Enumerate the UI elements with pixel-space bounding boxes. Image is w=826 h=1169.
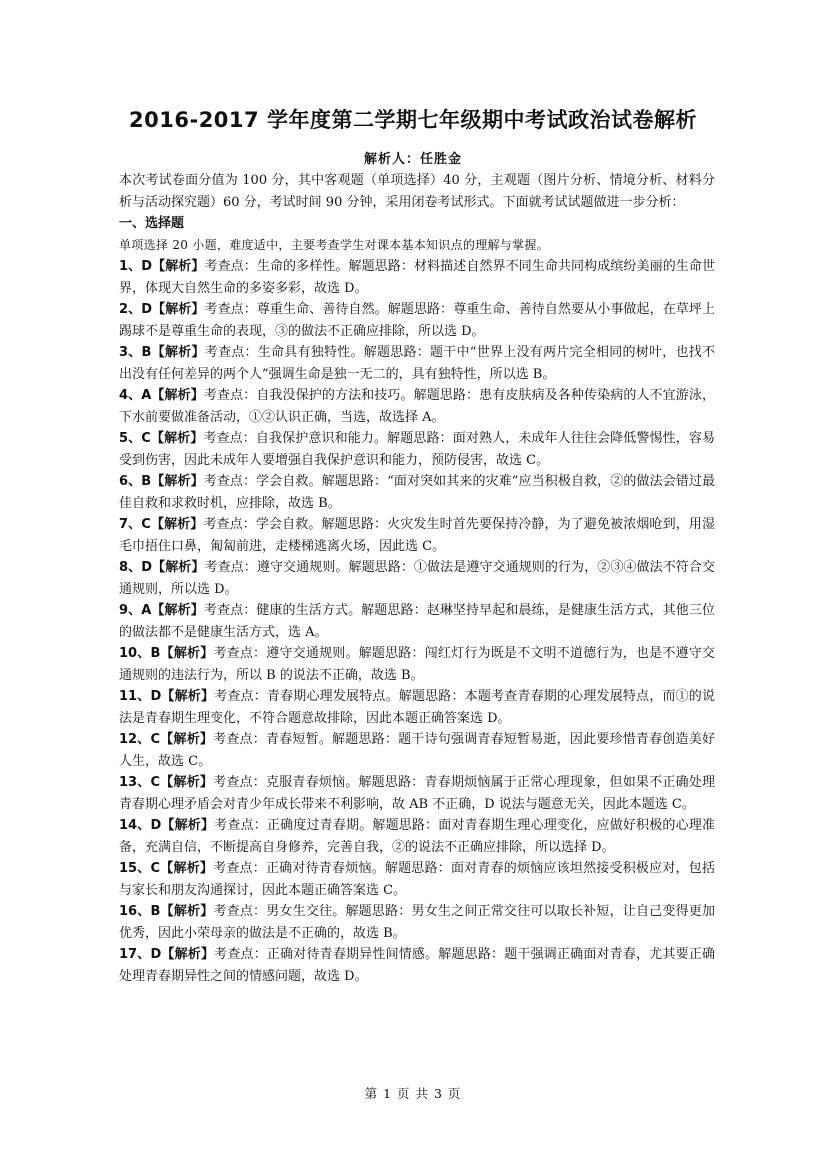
- question-label: 3、B【解析】: [119, 345, 205, 360]
- question-label: 1、D【解析】: [119, 259, 205, 274]
- question-item: [119, 471, 715, 514]
- question-label: 6、B【解析】: [119, 474, 204, 489]
- question-item: [119, 643, 715, 686]
- page-footer: 第 1 页 共 3 页: [364, 1086, 462, 1101]
- question-text: 考查点：青春期心理发展特点。解题思路：本题考查青春期的心理发展特点，而①的说法是青春期生理变化，不符合题意故排除，因此本题正确答案选 D。: [119, 689, 715, 726]
- question-item: [119, 299, 715, 342]
- question-text: 考查点：生命具有独特性。解题思路：题干中“世界上没有两片完全相同的树叶，也找不出没有任何差异的两个人”强调生命是独一无二的，具有独特性，所以选 B。: [119, 345, 715, 382]
- question-text: 考查点：青春短暂。解题思路：题干诗句强调青春短暂易逝，因此要珍惜青春创造美好人生，故选 C。: [119, 732, 715, 769]
- question-label: 9、A【解析】: [119, 603, 204, 618]
- question-item: [119, 256, 715, 299]
- question-label: 8、D【解析】: [119, 560, 205, 575]
- question-label: 10、B【解析】: [119, 646, 214, 661]
- question-item: [119, 342, 715, 385]
- question-text: 考查点：正确对待青春烦恼。解题思路：面对青春的烦恼应该坦然接受积极应对，包括与家长和朋友沟通探讨，因此本题正确答案选 C。: [119, 861, 715, 898]
- question-item: [119, 944, 715, 987]
- document-body: [119, 170, 715, 987]
- question-label: 17、D【解析】: [119, 947, 215, 962]
- question-item: [119, 557, 715, 600]
- page-title: 2016-2017 学年度第二学期七年级期中考试政治试卷解析: [129, 108, 697, 132]
- question-label: 2、D【解析】: [119, 302, 205, 317]
- question-text: 考查点：生命的多样性。解题思路：材料描述自然界不同生命共同构成缤纷美丽的生命世界，体现大自然生命的多姿多彩，故选 D。: [119, 259, 715, 296]
- question-text: 考查点：健康的生活方式。解题思路：赵琳坚持早起和晨练，是健康生活方式，其他三位的做法都不是健康生活方式，选 A。: [119, 603, 715, 640]
- question-text: 考查点：正确对待青春期异性间情感。解题思路：题干强调正确面对青春，尤其要正确处理青春期异性之间的情感问题，故选 D。: [119, 947, 715, 984]
- question-text: 考查点：自我保护意识和能力。解题思路：面对熟人，未成年人往往会降低警惕性，容易受到伤害，因此未成年人要增强自我保护意识和能力，预防侵害，故选 C。: [119, 431, 715, 468]
- question-text: 考查点：学会自救。解题思路：火灾发生时首先要保持冷静，为了避免被浓烟呛到，用湿毛巾捂住口鼻，匍匐前进，走楼梯逃离火场，因此选 C。: [119, 517, 715, 554]
- section-heading: 一、选择题: [119, 216, 185, 231]
- question-item: [119, 385, 715, 428]
- question-label: 15、C【解析】: [119, 861, 214, 876]
- question-label: 12、C【解析】: [119, 732, 214, 747]
- question-label: 13、C【解析】: [119, 775, 214, 790]
- question-item: [119, 815, 715, 858]
- question-label: 5、C【解析】: [119, 431, 204, 446]
- question-text: 考查点：男女生交往。解题思路：男女生之间正常交往可以取长补短，让自己变得更加优秀，因此小荣母亲的做法是不正确的，故选 B。: [119, 904, 715, 941]
- question-label: 4、A【解析】: [119, 388, 204, 403]
- question-item: [119, 514, 715, 557]
- question-item: [119, 772, 715, 815]
- section-note: 单项选择 20 小题，难度适中，主要考查学生对课本基本知识点的理解与掌握。: [119, 237, 550, 252]
- author-line: 解析人：任胜金: [363, 152, 462, 167]
- question-text: 考查点：正确度过青春期。解题思路：面对青春期生理心理变化，应做好积极的心理准备，充满自信，不断提高自身修养，完善自我，②的说法不正确应排除，所以选择 D。: [119, 818, 715, 855]
- question-text: 考查点：自我没保护的方法和技巧。解题思路：患有皮肤病及各种传染病的人不宜游泳，下水前要做准备活动，①②认识正确，当选，故选择 A。: [119, 388, 715, 425]
- intro-paragraph: 本次考试卷面分值为 100 分，其中客观题（单项选择）40 分，主观题（图片分析、情境分析、材料分析与活动探究题）60 分，考试时间 90 分钟，采用闭卷考试形式。下面就考试试题做进一步分析：: [119, 173, 715, 210]
- question-label: 14、D【解析】: [119, 818, 215, 833]
- question-label: 16、B【解析】: [119, 904, 214, 919]
- question-text: 考查点：尊重生命、善待自然。解题思路：尊重生命、善待自然要从小事做起，在草坪上踢球不是尊重生命的表现，③的做法不正确应排除，所以选 D。: [119, 302, 715, 339]
- question-item: [119, 600, 715, 643]
- question-item: [119, 729, 715, 772]
- question-item: [119, 901, 715, 944]
- question-label: 11、D【解析】: [119, 689, 215, 704]
- question-text: 考查点：遵守交通规则。解题思路：闯红灯行为既是不文明不道德行为，也是不遵守交通规则的违法行为，所以 B 的说法不正确，故选 B。: [119, 646, 715, 683]
- question-item: [119, 686, 715, 729]
- question-text: 考查点：克服青春烦恼。解题思路：青春期烦恼属于正常心理现象，但如果不正确处理青春期心理矛盾会对青少年成长带来不利影响，故 AB 不正确，D 说法与题意无关，因此本题选 C。: [119, 775, 715, 812]
- question-item: [119, 858, 715, 901]
- question-item: [119, 428, 715, 471]
- question-text: 考查点：学会自救。解题思路：“面对突如其来的灾难”应当积极自救，②的做法会错过最佳自救和求救时机，应排除，故选 B。: [119, 474, 715, 511]
- question-text: 考查点：遵守交通规则。解题思路：①做法是遵守交通规则的行为，②③④做法不符合交通规则，所以选 D。: [119, 560, 715, 597]
- question-label: 7、C【解析】: [119, 517, 204, 532]
